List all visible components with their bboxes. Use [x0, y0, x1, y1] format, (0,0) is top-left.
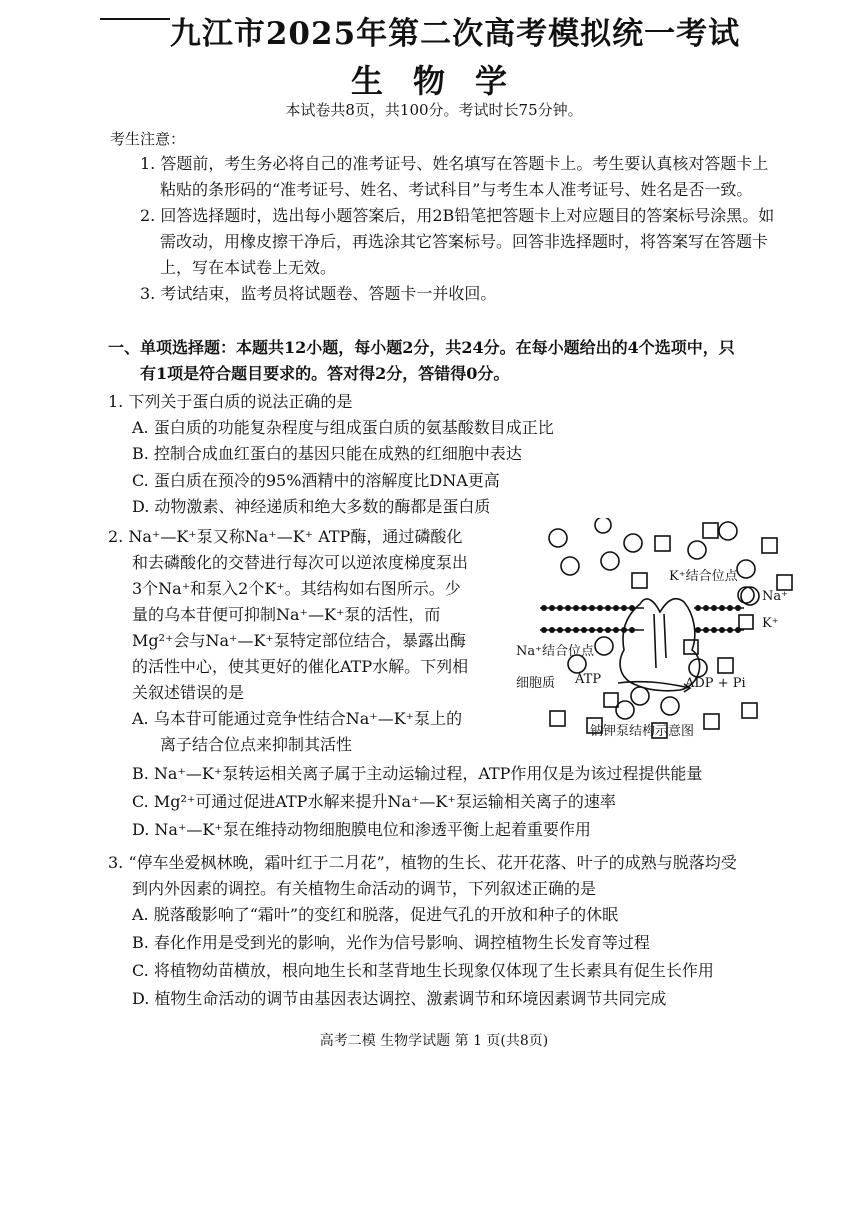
q1-option: A. 蛋白质的功能复杂程度与组成蛋白质的氨基酸数目成正比: [132, 418, 554, 437]
q1-option: C. 蛋白质在预冷的95%酒精中的溶解度比DNA更高: [132, 471, 500, 490]
exam-title: 九江市2025年第二次高考模拟统一考试: [169, 16, 741, 52]
notice-line: 上，写在本试卷上无效。: [160, 258, 337, 277]
legend-k: K⁺: [762, 616, 779, 631]
notice-line: 粘贴的条形码的“准考证号、姓名、考试科目”与考生本人准考证号、姓名是否一致。: [160, 180, 753, 199]
adp-label: ADP + Pi: [685, 676, 746, 691]
q3-option: C. 将植物幼苗横放，根向地生长和茎背地生长现象仅体现了生长素具有促生长作用: [132, 961, 714, 980]
legend-na: Na⁺: [762, 589, 788, 604]
section-heading: 有1项是符合题目要求的。答对得2分，答错得0分。: [140, 364, 510, 383]
legend-shapes: [736, 582, 756, 634]
notice-heading: 考生注意：: [110, 130, 186, 148]
q3-option: D. 植物生命活动的调节由基因表达调控、激素调节和环境因素调节共同完成: [132, 989, 667, 1008]
q1-option: D. 动物激素、神经递质和绝大多数的酶都是蛋白质: [132, 497, 491, 516]
q2-stem: 关叙述错误的是: [132, 683, 245, 702]
q2-stem: 量的乌本苷便可抑制Na⁺—K⁺泵的活性，而: [132, 605, 441, 624]
exam-info: 本试卷共8页，共100分。考试时长75分钟。: [285, 101, 583, 119]
q3-stem: 到内外因素的调控。有关植物生命活动的调节，下列叙述正确的是: [132, 879, 597, 898]
section-heading: 一、单项选择题：本题共12小题，每小题2分，共24分。在每小题给出的4个选项中，只: [108, 338, 735, 357]
na-binding-site-label: Na⁺结合位点: [516, 644, 594, 659]
q2-option: D. Na⁺—K⁺泵在维持动物细胞膜电位和渗透平衡上起着重要作用: [132, 820, 591, 839]
q2-stem: 3个Na⁺和泵入2个K⁺。其结构如右图所示。少: [132, 579, 461, 598]
q2-stem: 2. Na⁺—K⁺泵又称Na⁺—K⁺ ATP酶，通过磷酸化: [108, 527, 463, 546]
q3-option: B. 春化作用是受到光的影响，光作为信号影响、调控植物生长发育等过程: [132, 933, 650, 952]
notice-line: 1. 答题前，考生务必将自己的准考证号、姓名填写在答题卡上。考生要认真核对答题卡上: [140, 154, 769, 173]
q2-stem: Mg²⁺会与Na⁺—K⁺泵特定部位结合，暴露出酶: [132, 631, 466, 650]
q3-option: A. 脱落酸影响了“霜叶”的变红和脱落，促进气孔的开放和种子的休眠: [132, 905, 619, 924]
q2-option: B. Na⁺—K⁺泵转运相关离子属于主动运输过程，ATP作用仅是为该过程提供能量: [132, 764, 703, 783]
q2-option: A. 乌本苷可能通过竞争性结合Na⁺—K⁺泵上的: [132, 709, 463, 728]
cytoplasm-label: 细胞质: [516, 676, 556, 691]
diagram-caption: 钠钾泵结构示意图: [590, 724, 695, 739]
atp-label: ATP: [575, 672, 602, 687]
q1-stem: 1. 下列关于蛋白质的说法正确的是: [108, 392, 353, 411]
notice-line: 3. 考试结束，监考员将试题卷、答题卡一并收回。: [140, 284, 497, 303]
sodium-potassium-pump-diagram: [532, 518, 850, 750]
subject-title: 生物学: [350, 62, 537, 100]
q2-stem: 的活性中心，使其更好的催化ATP水解。下列相: [132, 657, 469, 676]
k-binding-site-label: K⁺结合位点: [669, 569, 738, 584]
notice-line: 需改动，用橡皮擦干净后，再选涂其它答案标号。回答非选择题时，将答案写在答题卡: [160, 232, 769, 251]
q1-option: B. 控制合成血红蛋白的基因只能在成熟的红细胞中表达: [132, 444, 522, 463]
notice-line: 2. 回答选择题时，选出每小题答案后，用2B铅笔把答题卡上对应题目的答案标号涂黑。如: [140, 206, 775, 225]
q2-stem: 和去磷酸化的交替进行每次可以逆浓度梯度泵出: [132, 553, 469, 572]
q3-stem: 3. “停车坐爱枫林晚，霜叶红于二月花”，植物的生长、花开花落、叶子的成熟与脱落均受: [108, 853, 737, 872]
page-footer: 高考二模 生物学试题 第 1 页(共8页): [319, 1033, 549, 1049]
q2-option: C. Mg²⁺可通过促进ATP水解来提升Na⁺—K⁺泵运输相关离子的速率: [132, 792, 616, 811]
q2-option: 离子结合位点来抑制其活性: [160, 735, 353, 754]
